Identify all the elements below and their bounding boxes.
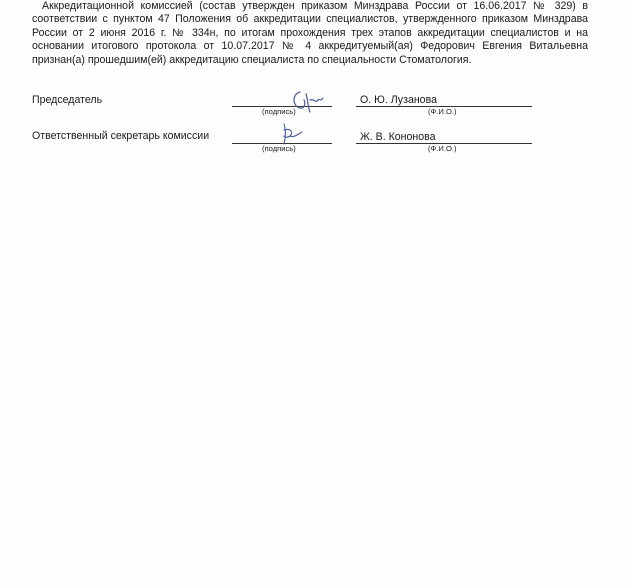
paragraph-line: России от 2 июня 2016 г. № 334н, по итогам прохождения трех этапов аккредитации специалистов и на [32,26,588,39]
paragraph-line: признан(а) прошедшим(ей) аккредитацию специалиста по специальности Стоматология. [32,53,472,66]
chairperson-name-caption: (Ф.И.О.) [428,107,457,116]
accreditation-paragraph [32,0,588,67]
paragraph-line: соответствии с пунктом 47 Положения об аккредитации специалистов, утвержденного приказом Минздрава [32,13,588,26]
chairperson-label: Председатель [32,94,103,106]
chairperson-name: О. Ю. Лузанова [360,94,437,106]
chairperson-handwritten-signature [286,86,326,116]
secretary-handwritten-signature [276,120,306,148]
secretary-signature-caption: (подпись) [262,144,296,153]
secretary-name-caption: (Ф.И.О.) [428,144,457,153]
paragraph-line: Аккредитационной комиссией (состав утвержден приказом Минздрава России от 16.06.2017 № 329) в [42,0,588,12]
secretary-name: Ж. В. Кононова [360,131,436,143]
paragraph-line: основании итогового протокола от 10.07.2017 № 4 аккредитуемый(ая) Федорович Евгения Витальевна [32,40,588,53]
chairperson-signature-caption: (подпись) [262,107,296,116]
secretary-label: Ответственный секретарь комиссии [32,130,210,142]
